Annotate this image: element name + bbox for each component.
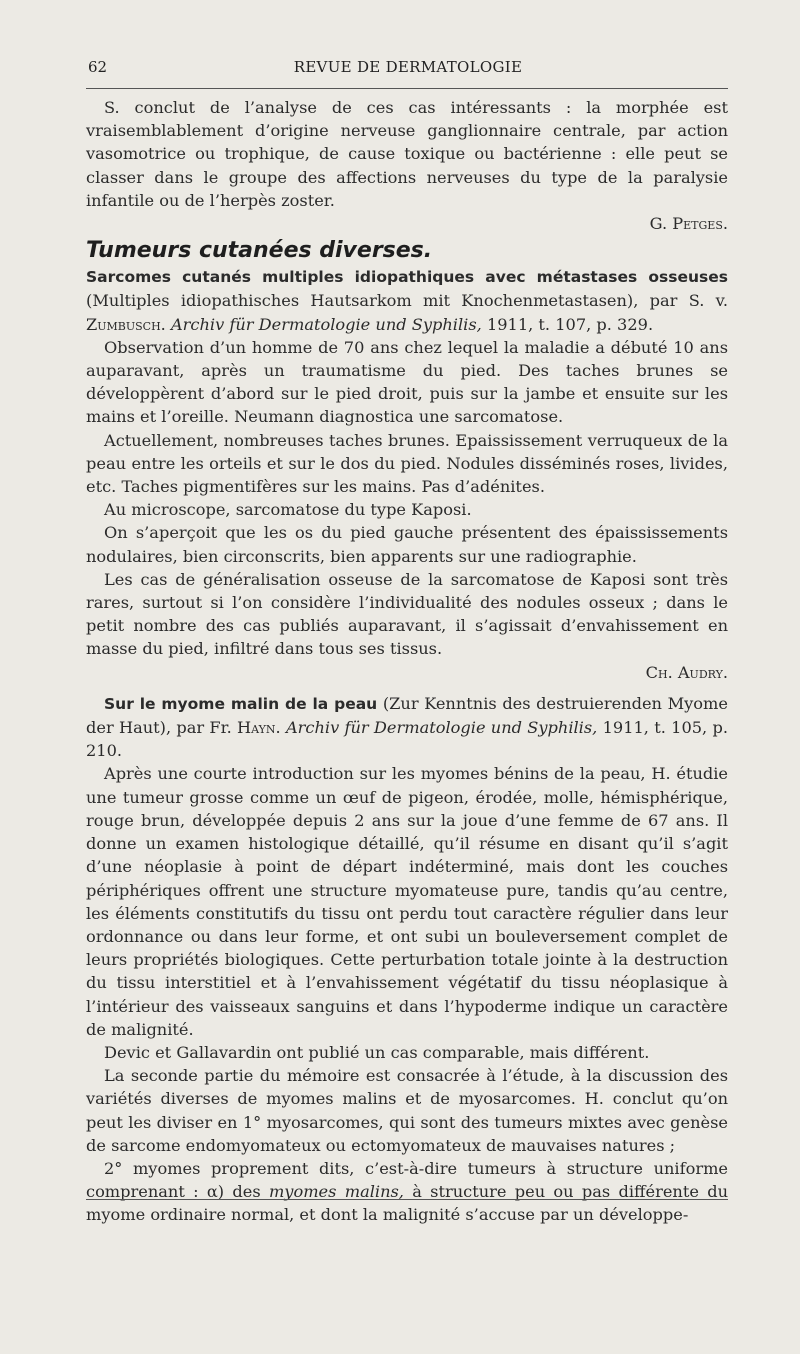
spacer [86,684,728,692]
article-title [86,265,728,289]
paragraph-start: 2° myomes proprement dits, c’est-à-dire tumeurs à structure uniforme comprenant : α) des [86,1158,728,1202]
paragraph-end: à structure peu ou pas différente du myome ordinaire normal, et dont la malignité s’accuse par un développe- [86,1182,728,1225]
header-rule [86,88,728,89]
reference-text: (Zur Kenntnis des destruierenden Myome der Haut), par Fr. [86,693,728,738]
paragraph: On s’aperçoit que les os du pied gauche présentent des épaississements nodulaires, bien circonscrits, bien apparents sur une radiographie. [86,523,728,566]
morphee-conclusion: S. conclut de l’analyse de ces cas intéressants : la morphée est vraisemblablement d’origine nerveuse ganglionnaire centrale, par action vasomotrice ou trophique, de cause toxique ou bactérienne : elle peut se classer dans le groupe des affections nerveuses du type de la paralysie infantile ou de l’herpès zoster. [86,98,728,210]
signature-line [86,661,728,684]
paragraph: Observation d’un homme de 70 ans chez lequel la maladie a débuté 10 ans auparavant, après un traumatisme du pied. Des taches brunes se développèrent d’abord sur le pied droit, puis sur la jambe et ensuite sur les mains et l’oreille. Neumann diagnostica une sarcomatose. [86,337,728,427]
article-reference [86,289,728,335]
article-title-bold: Sur le myome malin de la peau [104,694,378,713]
paragraph: La seconde partie du mémoire est consacrée à l’étude, à la discussion des variétés diverses de myomes malins et de myosarcomes. H. conclut qu’on peut les diviser en 1° myosarcomes, qui sont des tumeurs mixtes avec genèse de sarcome endomyomateux ou ectomyomateux de mauvaises natures ; [86,1066,728,1155]
page-header [88,58,728,80]
paragraph: Après une courte introduction sur les myomes bénins de la peau, H. étudie une tumeur grosse comme un œuf de pigeon, érodée, molle, hémisphérique, rouge brun, développée depuis 2 ans sur la joue d’une femme de 67 ans. Il donne un examen histologique détaillé, qu’il résume en disant qu’il s’agit d’une néoplasie à point de départ indéterminé, mais dont les couches périphériques offrent une structure myomateuse pure, tandis qu’au centre, les éléments constitutifs du tissu ont perdu tout caractère régulier dans leur ordonnance ou dans leur forme, et ont subi un bouleversement complet de leurs propriétés biologiques. Cette perturbation totale jointe à la destruction du tissu interstitiel et à l’envahissement végétatif du tissu néoplasique à l’intérieur des vaisseaux sanguins et dans l’hypoderme indique un caractère de malignité. [86,764,728,1039]
reference-journal: Archiv für Dermatologie und Syphilis, [170,314,482,334]
footer-rule [86,1199,728,1200]
reference-author: Zumbusch. [86,314,166,334]
author-signature: G. Petges. [649,214,728,234]
paragraph: Les cas de généralisation osseuse de la sarcomatose de Kaposi sont très rares, surtout si l’on considère l’individualité des nodules osseux ; dans le petit nombre des cas publiés auparavant, il s’agissait d’envahissement en masse du pied, infiltré dans tous ses tissus. [86,569,728,659]
paragraph: Actuellement, nombreuses taches brunes. Epaississement verruqueux de la peau entre les orteils et sur le dos du pied. Nodules disséminés roses, livides, etc. Taches pigmentifères sur les mains. Pas d’adénites. [86,430,728,497]
page-body [86,96,728,1227]
paragraph-emphasis: myomes malins, [268,1182,404,1202]
paragraph [86,1157,728,1227]
page-number: 62 [88,58,108,76]
reference-citation: 1911, t. 107, p. 329. [486,314,654,334]
reference-citation: 1911, t. 105, p. 210. [86,718,728,761]
article-title [86,692,728,763]
reference-author: Hayn. [237,718,281,738]
author-signature: Ch. Audry. [645,662,728,682]
section-title: Tumeurs cutanées diverses. [86,238,433,264]
signature-line [86,212,728,235]
paragraph: Devic et Gallavardin ont publié un cas comparable, mais différent. [104,1042,650,1062]
reference-text: (Multiples idiopathisches Hautsarkom mit Knochenmetastasen), par S. v. [86,291,728,311]
reference-journal: Archiv für Dermatologie und Syphilis, [285,718,598,738]
paragraph: Au microscope, sarcomatose du type Kaposi. [104,500,472,520]
article-title-bold: Sarcomes cutanés multiples idiopathiques avec métastases osseuses [86,268,728,287]
running-title: REVUE DE DERMATOLOGIE [293,58,523,76]
